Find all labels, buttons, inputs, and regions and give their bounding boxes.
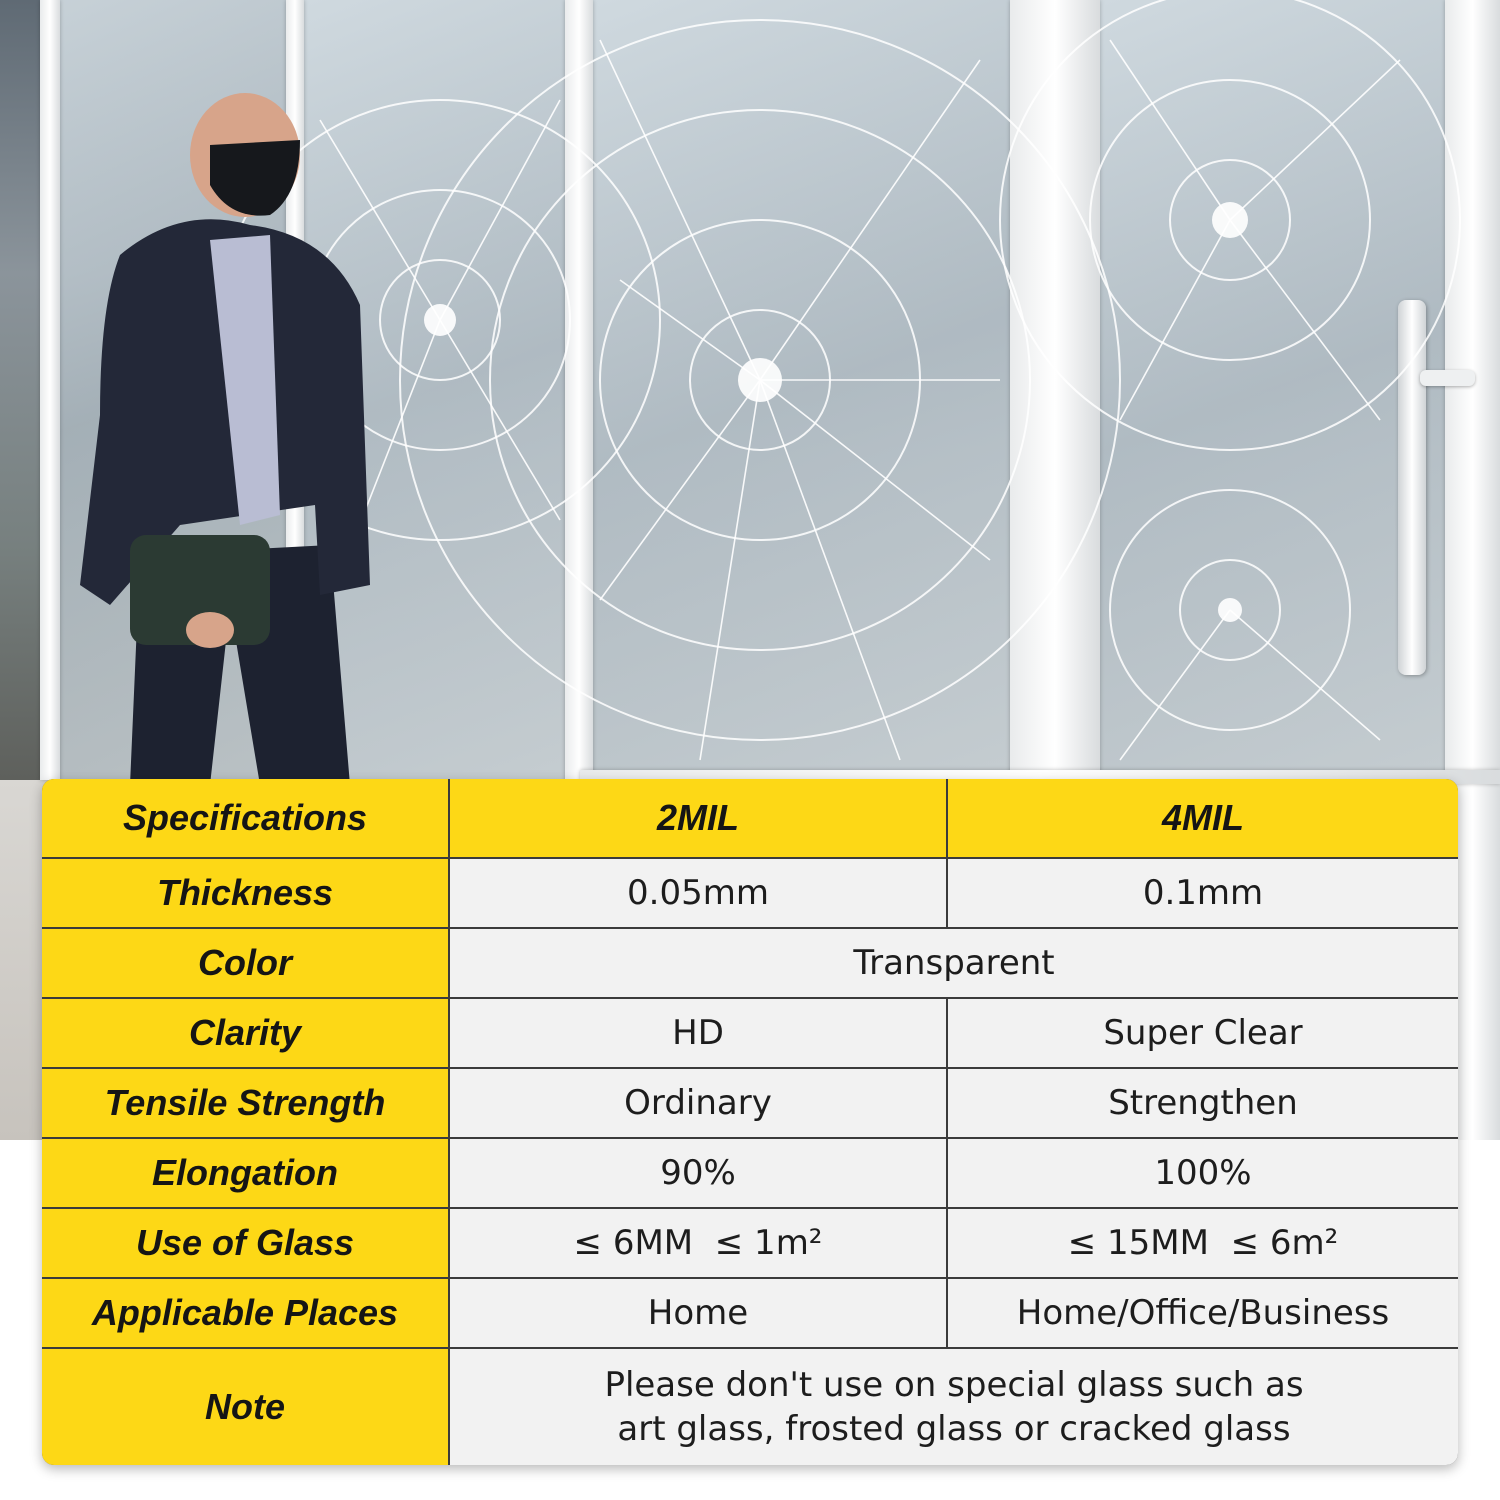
clarity-2mil: HD <box>450 999 948 1069</box>
row-label-tensile-strength: Tensile Strength <box>42 1069 450 1139</box>
row-label-elongation: Elongation <box>42 1139 450 1209</box>
applicable-places-2mil: Home <box>450 1279 948 1349</box>
note-value <box>450 1349 1458 1465</box>
row-label-note: Note <box>42 1349 450 1465</box>
use-of-glass-2mil: ≤ 6MM ≤ 1m² <box>450 1209 948 1279</box>
note-line-2: art glass, frosted glass or cracked glass <box>617 1409 1291 1449</box>
applicable-places-4mil: Home/Office/Business <box>948 1279 1458 1349</box>
tensile-strength-2mil: Ordinary <box>450 1069 948 1139</box>
header-specifications: Specifications <box>42 779 450 859</box>
clarity-4mil: Super Clear <box>948 999 1458 1069</box>
header-4mil: 4MIL <box>948 779 1458 859</box>
row-label-thickness: Thickness <box>42 859 450 929</box>
note-line-1: Please don't use on special glass such as <box>604 1364 1304 1405</box>
elongation-2mil: 90% <box>450 1139 948 1209</box>
header-2mil: 2MIL <box>450 779 948 859</box>
businessman-figure <box>60 85 440 785</box>
specifications-table <box>42 779 1458 1465</box>
thickness-4mil: 0.1mm <box>948 859 1458 929</box>
tensile-strength-4mil: Strengthen <box>948 1069 1458 1139</box>
row-label-clarity: Clarity <box>42 999 450 1069</box>
use-of-glass-4mil: ≤ 15MM ≤ 6m² <box>948 1209 1458 1279</box>
row-label-use-of-glass: Use of Glass <box>42 1209 450 1279</box>
color-value: Transparent <box>450 929 1458 999</box>
elongation-4mil: 100% <box>948 1139 1458 1209</box>
thickness-2mil: 0.05mm <box>450 859 948 929</box>
row-label-applicable-places: Applicable Places <box>42 1279 450 1349</box>
row-label-color: Color <box>42 929 450 999</box>
